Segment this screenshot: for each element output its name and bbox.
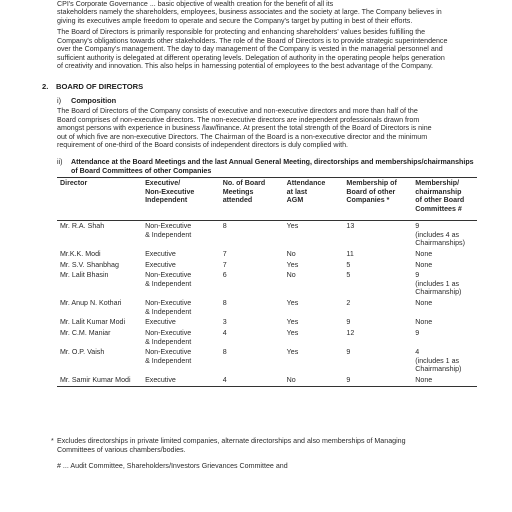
cell-category [142, 347, 220, 375]
text-line: amongst persons with experience in business /law/finance. At present the total strength of the Board of Directors is nine [57, 124, 432, 133]
cell-line: None [415, 250, 433, 258]
table-row [57, 328, 477, 347]
cell-line: None [415, 299, 433, 308]
header-text: Attendance [286, 179, 326, 187]
section-title: BOARD OF DIRECTORS [56, 82, 144, 91]
cell-committees [412, 375, 477, 386]
header-text: No. of Board [222, 179, 266, 187]
cell-line: None [415, 376, 433, 385]
text-line: Committees of various chambers/bodies. [57, 445, 186, 454]
cell-boards: 9 [346, 318, 351, 327]
cell-agm: No [284, 375, 344, 386]
cell-boards: 11 [346, 250, 354, 258]
cell-agm: No [286, 271, 296, 280]
header-text: Committees # [415, 204, 462, 213]
cell-meetings: 4 [222, 328, 227, 337]
cell-meetings: 8 [222, 222, 227, 230]
cell-director: Mr. C.M. Maniar [60, 328, 111, 337]
cell-committees [412, 221, 477, 250]
cell-line: & Independent [145, 230, 192, 239]
cell-line: (includes 1 as [415, 356, 460, 365]
cell-committees [412, 249, 477, 260]
text-line: over the Company's management. The day to day management of the Company is vested in the managerial personnel and [57, 45, 443, 54]
cell-line: None [415, 260, 433, 269]
cell-line: 4 [415, 348, 420, 357]
cell-meetings: 4 [220, 375, 284, 386]
cell-line: & Independent [145, 356, 192, 365]
header-text: Membership of [346, 179, 397, 187]
cell-committees [412, 298, 477, 317]
cell-category [142, 328, 220, 347]
cell-director: Mr. Anup N. Kothari [60, 299, 122, 308]
cell-committees [412, 260, 477, 271]
text-line: sufficient authority is delegated at different operating levels. Delegation of authority in the operating people helps generation [57, 53, 445, 62]
cell-category [142, 298, 220, 317]
cell-line: 9 [415, 271, 420, 280]
table-row [57, 375, 477, 386]
footnote-marker: * [51, 437, 54, 445]
cell-category [142, 221, 220, 250]
header-text: Independent [145, 196, 188, 205]
cell-boards: 5 [346, 260, 351, 269]
cell-meetings: 8 [222, 299, 227, 308]
cell-agm: Yes [286, 318, 299, 327]
header-text: at last [286, 187, 308, 196]
cell-line: Non-Executive [145, 299, 192, 308]
cell-line: Non-Executive [145, 328, 192, 337]
table-row [57, 221, 477, 250]
header-director [57, 178, 142, 221]
cell-line: 9 [415, 222, 420, 230]
cell-meetings: 8 [222, 348, 227, 357]
cell-meetings: 7 [222, 260, 227, 269]
subsection-number: i) [57, 96, 62, 105]
text-line: The Board of Directors is primarily responsible for protecting and enhancing shareholders' values besides fulfilling the [57, 28, 426, 36]
cell-boards: 12 [346, 328, 355, 337]
cell-line: Chairmanships) [415, 239, 465, 248]
cell-line: & Independent [145, 337, 192, 346]
cell-boards: 9 [343, 375, 412, 386]
cell-director: Mr.K.K. Modi [60, 250, 101, 258]
cell-director: Mr. Lalit Bhasin [60, 271, 109, 280]
header-text: AGM [286, 196, 304, 205]
cell-line: & Independent [145, 279, 192, 288]
header-text: chairmanship [415, 187, 462, 196]
directors-attendance-table [57, 177, 477, 387]
cell-line: Executive [145, 250, 176, 258]
cell-meetings: 7 [222, 250, 227, 258]
footnote [51, 437, 475, 454]
table-row [57, 298, 477, 317]
header-text: Meetings [222, 187, 254, 196]
text-line: Excludes directorships in private limited companies, alternate directorships and also memberships of Managing [57, 437, 406, 445]
table-row [57, 317, 477, 328]
cell-committees [412, 270, 477, 298]
text-line: requirement of one-third of the Board consists of independent directors is duly complied with. [57, 141, 348, 150]
subsection-title: Composition [71, 96, 117, 105]
cell-line: Chairmanship) [415, 365, 462, 374]
cell-line: & Independent [145, 307, 192, 316]
cell-line: Non-Executive [145, 348, 192, 357]
cell-line: Executive [145, 318, 176, 327]
text-line: Board comprises of non-executive directors. The non-executive directors are independent professionals drawn from [57, 115, 420, 124]
attendance-heading [57, 158, 477, 175]
cell-category [142, 375, 220, 386]
section-number: 2. [42, 82, 49, 91]
section-heading [42, 82, 143, 91]
table-header-row [57, 178, 477, 221]
cell-agm: Yes [286, 328, 299, 337]
cell-director: Mr. O.P. Vaish [60, 348, 105, 357]
cut-off-line: # ... Audit Committee, Shareholders/Investors Grievances Committee and [57, 462, 288, 470]
cell-agm: Yes [286, 299, 299, 308]
text-line: stakeholders namely the shareholders, employees, business associates and the society at large. The Company believes in [57, 8, 442, 16]
cell-line: Executive [145, 376, 176, 385]
cell-director: Mr. Samir Kumar Modi [57, 375, 142, 386]
subsection-number: ii) [57, 158, 63, 166]
cell-category [142, 317, 220, 328]
header-agm [284, 178, 344, 221]
intro-paragraph-1 [57, 8, 475, 25]
cell-line: Executive [145, 260, 176, 269]
cell-boards: 13 [346, 222, 355, 230]
cell-meetings: 3 [222, 318, 227, 327]
text-line: of creativity and innovation. This also helps in harnessing potential of employees to the best advantage of the Company. [57, 62, 433, 71]
intro-paragraph-2 [57, 28, 475, 71]
cut-off-line: CPI's Corporate Governance ... basic objective of wealth creation for the benefit of all its [57, 0, 334, 8]
header-text: Companies * [346, 196, 390, 205]
header-text: Non-Executive [145, 187, 195, 196]
cell-category [142, 270, 220, 298]
cell-category [142, 249, 220, 260]
cell-line: Non-Executive [145, 271, 192, 280]
cell-committees [412, 347, 477, 375]
cell-line: (includes 4 as [415, 230, 460, 239]
cell-line: Chairmanship) [415, 288, 462, 297]
table-row [57, 270, 477, 298]
header-meetings [220, 178, 284, 221]
cell-line: (includes 1 as [415, 279, 460, 288]
text-line: The Board of Directors of the Company consists of executive and non-executive directors and more than half of the [57, 107, 418, 115]
cell-line: None [415, 318, 433, 327]
text-line: out of which five are non-executive Directors. The Chairman of the Board is a non-executive director and the minimum [57, 132, 428, 141]
subsection-title: Attendance at the Board Meetings and the last Annual General Meeting, directorships and memberships/chairmanships [71, 158, 474, 166]
text-line: giving its executives ample freedom to operate and secure the Company's target by putting in best of their efforts. [57, 16, 413, 25]
table-body [57, 221, 477, 387]
composition-paragraph [57, 107, 475, 150]
header-text: Director [60, 179, 88, 187]
cell-agm: Yes [286, 348, 299, 357]
table-header [57, 178, 477, 221]
table-row [57, 347, 477, 375]
header-committees [412, 178, 477, 221]
text-line: Company's obligations towards other stakeholders. The role of the Board of Directors is to provide strategic superintendence [57, 36, 448, 45]
cell-agm: Yes [286, 260, 299, 269]
cell-meetings: 6 [222, 271, 227, 280]
header-text: of other Board [415, 196, 465, 205]
cell-committees [412, 328, 477, 347]
cell-director: Mr. S.V. Shanbhag [60, 260, 119, 269]
cell-line: 9 [415, 328, 420, 337]
table-row [57, 260, 477, 271]
cell-committees [412, 317, 477, 328]
subsection-heading [57, 96, 116, 105]
cell-category [142, 260, 220, 271]
cell-agm: No [286, 250, 296, 258]
cell-boards: 2 [346, 299, 351, 308]
header-text: attended [222, 196, 253, 205]
table-row [57, 249, 477, 260]
header-text: Board of other [346, 187, 396, 196]
cell-agm: Yes [286, 222, 299, 230]
cell-boards: 5 [346, 271, 351, 280]
cell-director: Mr. Lalit Kumar Modi [60, 318, 126, 327]
cell-line: Non-Executive [145, 222, 192, 230]
header-text: Membership/ [415, 179, 460, 187]
header-category [142, 178, 220, 221]
subsection-title-continued: of Board Committees of other Companies [71, 166, 212, 175]
cell-boards: 9 [346, 348, 351, 357]
header-boards [343, 178, 412, 221]
cell-director: Mr. R.A. Shah [60, 222, 105, 230]
header-text: Executive/ [145, 179, 181, 187]
